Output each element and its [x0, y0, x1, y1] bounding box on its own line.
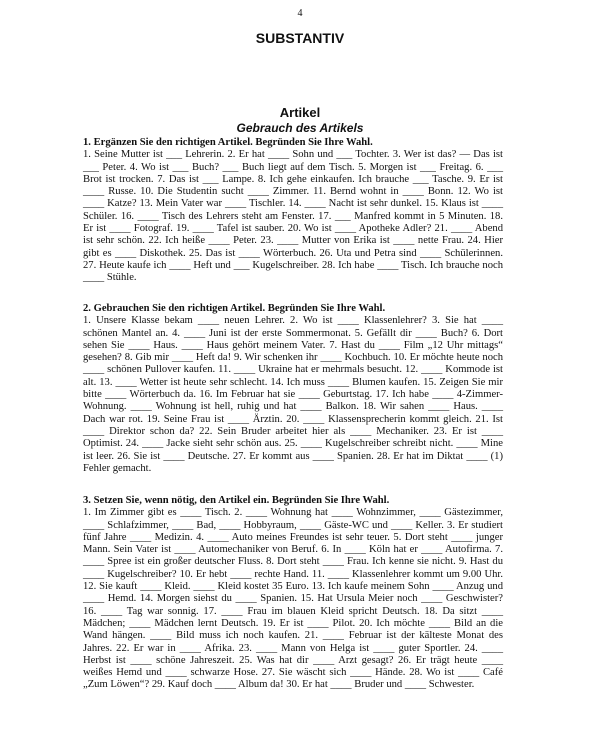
exercise-2: [83, 303, 503, 475]
section-title: Artikel: [279, 105, 321, 120]
page-number: 4: [297, 8, 303, 19]
exercise-3: [83, 495, 503, 692]
section-subtitle: Gebrauch des Artikels: [236, 121, 364, 135]
exercise-3-body: 1. Im Zimmer gibt es ____ Tisch. 2. ____ Wohnung hat ____ Wohnzimmer, ____ Gästezimmer, ____ Schlafzimmer, ____ Bad, ____ Hobbyraum, ____ Gäste-WC und ____ Keller. 3. Er studiert fünf Jahre ____ Medizin. 4. ____ Auto meines Freundes ist sehr teuer. 5. Dort steht ____ junger Mann. Sein Vater ist ____ Automechaniker von Beruf. 6. In ____ Köln hat er ____ Autofirma. 7. ____ Spree ist ein großer deutscher Fluss. 8. Dort steht ____ Frau. Ich kenne sie nicht. 9. Hast du ____ Kugelschreiber? 10. Er hebt ____ rechte Hand. 11. ____ Klassenlehrer kommt um 9.00 Uhr. 12. Sie kauft ____ Kleid. ____ Kleid kostet 35 Euro. 13. Ich kaufe meinem Sohn ____ Anzug und ____ Hemd. 14. Morgen siehst du ____ Spanien. 15. Hat Ursula Meier noch ____ Geschwister? 16. ____ Tag war sonnig. 17. ____ Frau im blauen Kleid spricht Deutsch. 18. Da sitzt ____ Mädchen; ____ Mädchen lernt Deutsch. 19. Er ist ____ Pilot. 20. Ich möchte ____ Bild an die Wand hängen. ____ Bild muss ich noch kaufen. 21. ____ Februar ist der kälteste Monat des Jahres. 22. Er war in ____ Afrika. 23. ____ Mann von Helga ist ____ guter Sportler. 24. ____ Herbst ist ____ schöne Jahreszeit. 25. Was hat dir ____ Arzt gesagt? 26. Er trägt heute ____ weißes Hemd und ____ schwarze Hose. 27. Sie wäscht sich ____ Hände. 28. Wo ist ____ Café „Zum Löwen“? 29. Kauf doch ____ Album da! 30. Er hat ____ Bruder und ____ Schwester.: [83, 507, 503, 691]
exercise-1-body: 1. Seine Mutter ist ___ Lehrerin. 2. Er hat ____ Sohn und ___ Tochter. 3. Wer ist das? — Das ist ___ Peter. 4. Wo ist ___ Buch? ___ Buch liegt auf dem Tisch. 5. Morgen ist ___ Freitag. 6. ___ Brot ist trocken. 7. Das ist ___ Lampe. 8. Ich gehe einkaufen. Ich brauche ___ Tasche. 9. Er ist ____ Russe. 10. Die Studentin sucht ____ Zimmer. 11. Bernd wohnt in ____ Bonn. 12. Wo ist ____ Katze? 13. Mein Vater war ____ Tischler. 14. ____ Nacht ist sehr dunkel. 15. Klaus ist ____ Schüler. 16. ____ Tisch des Lehrers steht am Fenster. 17. ___ Manfred kommt in 5 Minuten. 18. Er ist ____ Fotograf. 19. ____ Tafel ist sauber. 20. Wo ist ____ Apotheke Adler? 21. ____ Abend ist sehr schön. 22. Ich heiße ____ Peter. 23. ____ Mutter von Erika ist ____ nette Frau. 24. Hier gibt es ____ Diskothek. 25. Das ist ____ Wörterbuch. 26. Uta und Petra sind ____ Schülerinnen. 27. Heute kaufe ich ____ Heft und ___ Kugelschreiber. 28. Ich habe ____ Tisch. Ich brauche noch ____ Stühle.: [83, 149, 503, 284]
exercise-3-heading: 3. Setzen Sie, wenn nötig, den Artikel ein. Begründen Sie Ihre Wahl.: [83, 495, 390, 506]
exercise-1: [83, 137, 503, 285]
exercise-2-body: 1. Unsere Klasse bekam ____ neuen Lehrer. 2. Wo ist ____ Klassenlehrer? 3. Sie hat ____ schönen Mantel an. 4. ____ Juni ist der erste Sommermonat. 5. Gefällt dir ____ Buch? 6. Dort sehen Sie ____ Haus. ____ Haus gehört meinem Vater. 7. Hast du ____ Film „12 Uhr mittags“ gesehen? 8. Gib mir ____ Heft da! 9. Wir schenken ihr ____ Kochbuch. 10. Er möchte heute noch ____ schönen Pullover kaufen. 11. ____ Ukraine hat er mehrmals besucht. 12. ____ Kommode ist alt. 13. ____ Wetter ist heute sehr schlecht. 14. Ich muss ____ Blumen kaufen. 15. Zeigen Sie mir bitte ____ Wörterbuch da. 16. Im Februar hat sie ____ Geburtstag. 17. Ich habe ____ 4-Zimmer-Wohnung. ____ Wohnung ist hell, ruhig und hat ____ Balkon. 18. Wir sahen ____ Haus. ____ Dach war rot. 19. Seine Frau ist ____ Ärztin. 20. ____ Klassensprecherin kommt gleich. 21. Ist ____ Direktor schon da? 22. Sein Bruder arbeitet hier als ____ Mechaniker. 23. Er ist ____ Optimist. 24. ____ Jacke sieht sehr schön aus. 25. ____ Kugelschreiber schreibt nicht. ____ Mine ist leer. 26. Sie ist ____ Deutsche. 27. Er kommt aus ____ Spanien. 28. Er hat im Diktat ____ (1) Fehler gemacht.: [83, 315, 503, 474]
exercise-1-heading: 1. Ergänzen Sie den richtigen Artikel. Begründen Sie Ihre Wahl.: [83, 137, 373, 148]
main-title: SUBSTANTIV: [255, 30, 345, 46]
exercise-2-heading: 2. Gebrauchen Sie den richtigen Artikel. Begründen Sie Ihre Wahl.: [83, 303, 386, 314]
